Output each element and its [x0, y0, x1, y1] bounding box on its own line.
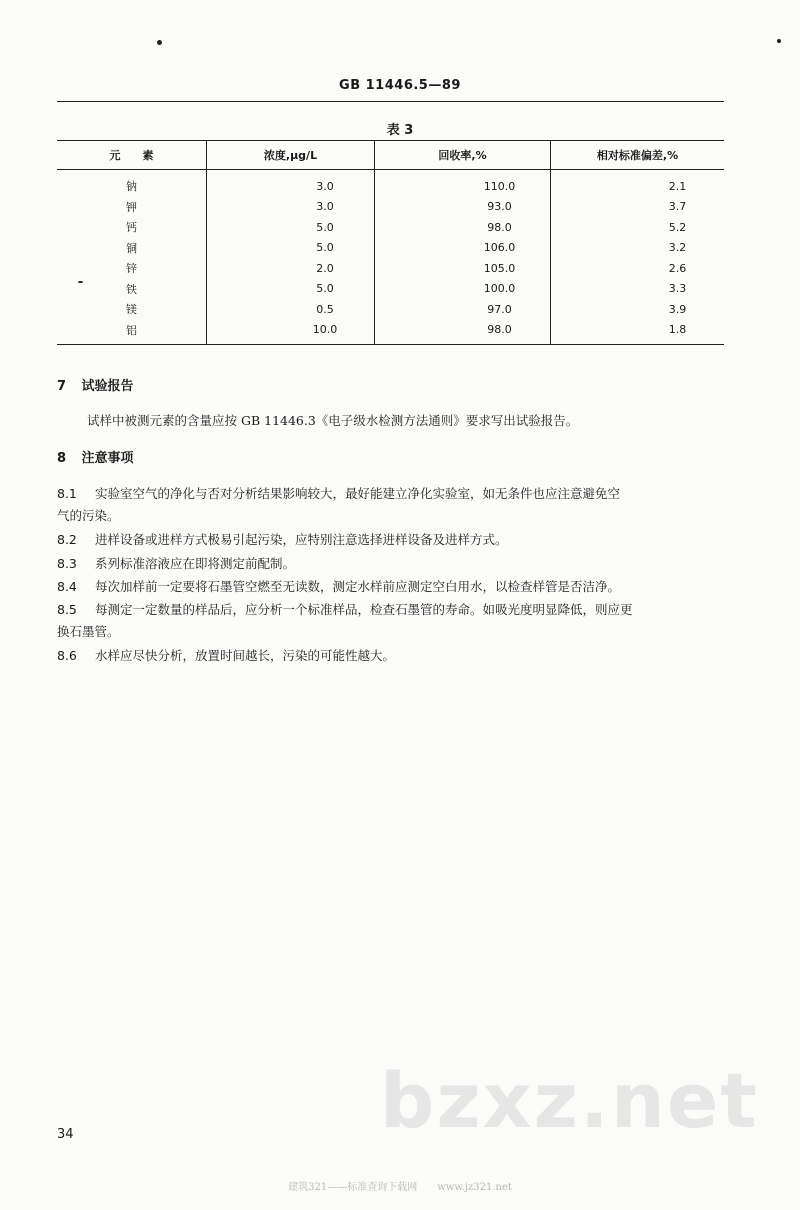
cell-rsd: 3.2 [551, 238, 725, 259]
cell-recovery: 98.0 [375, 320, 551, 345]
cell-concentration: 5.0 [207, 279, 375, 300]
document-code-header: GB 11446.5—89 [339, 78, 461, 93]
data-table [57, 140, 724, 345]
table-row [57, 320, 724, 345]
column-header-recovery: 回收率,% [375, 141, 551, 170]
clause-number: 8.3 [57, 556, 77, 571]
section-7-paragraph: 试样中被测元素的含量应按 GB 11446.3《电子级水检测方法通则》要求写出试验报告。 [87, 413, 579, 428]
clause-8-3 [57, 553, 725, 575]
footer-website-text: 建筑321——标准查询下载网 www.jz321.net [288, 1182, 512, 1193]
section-number: 7 [57, 379, 67, 394]
cell-element: 钙 [126, 221, 137, 235]
clause-8-6 [57, 645, 725, 667]
cell-rsd: 2.1 [551, 170, 725, 197]
section-title: 试验报告 [81, 379, 134, 394]
clause-text: 每次加样前一定要将石墨管空燃至无读数，测定水样前应测定空白用水，以检查样管是否洁净。 [95, 579, 621, 594]
watermark-logo: bzxz.net [380, 1056, 759, 1145]
cell-rsd: 3.3 [551, 279, 725, 300]
section-7-heading [57, 375, 134, 394]
table-row [57, 170, 724, 197]
section-number: 8 [57, 451, 67, 466]
clause-number: 8.4 [57, 579, 77, 594]
table-title: 表 3 [386, 123, 414, 138]
clause-8-4 [57, 576, 725, 598]
cell-rsd: 3.7 [551, 197, 725, 218]
clause-text: 水样应尽快分析，放置时间越长，污染的可能性越大。 [95, 648, 396, 663]
clause-text: 进样设备或进样方式极易引起污染，应特别注意选择进样设备及进样方式。 [95, 532, 508, 547]
cell-recovery: 93.0 [375, 197, 551, 218]
clause-text-continued: 气的污染。 [57, 508, 120, 523]
clause-text: 每测定一定数量的样品后，应分析一个标准样品，检查石墨管的寿命。如吸光度明显降低，则应更 [95, 602, 633, 617]
column-header-element: 元 素 [57, 141, 207, 170]
cell-concentration: 5.0 [207, 217, 375, 238]
cell-rsd: 3.9 [551, 299, 725, 320]
clause-8-2 [57, 529, 725, 551]
cell-element: 锌 [126, 262, 137, 276]
cell-rsd: 2.6 [551, 258, 725, 279]
cell-concentration: 3.0 [207, 170, 375, 197]
cell-element: 钾 [126, 200, 137, 214]
table-row [57, 299, 724, 320]
cell-element: 铝 [57, 320, 207, 345]
cell-recovery: 97.0 [375, 299, 551, 320]
cell-element: 铁 [126, 282, 137, 296]
scan-speck [157, 40, 162, 45]
clause-text: 系列标准溶液应在即将测定前配制。 [95, 556, 296, 571]
cell-concentration: 2.0 [207, 258, 375, 279]
cell-concentration: 5.0 [207, 238, 375, 259]
cell-recovery: 98.0 [375, 217, 551, 238]
cell-concentration: 3.0 [207, 197, 375, 218]
cell-concentration: 0.5 [207, 299, 375, 320]
cell-element: 铜 [126, 241, 137, 255]
cell-concentration: 10.0 [207, 320, 375, 345]
clause-text-continued: 换石墨管。 [57, 624, 120, 639]
column-header-rsd: 相对标准偏差,% [551, 141, 725, 170]
table-row [57, 217, 724, 238]
cell-recovery: 100.0 [375, 279, 551, 300]
cell-rsd: 1.8 [551, 320, 725, 345]
cell-recovery: 110.0 [375, 170, 551, 197]
page-number: 34 [57, 1127, 74, 1142]
scan-speck [777, 39, 781, 43]
cell-recovery: 106.0 [375, 238, 551, 259]
cell-recovery: 105.0 [375, 258, 551, 279]
table-header-row [57, 141, 724, 170]
clause-number: 8.1 [57, 486, 77, 501]
clause-8-5 [57, 599, 725, 643]
cell-element: 钠 [126, 180, 137, 194]
clause-number: 8.6 [57, 648, 77, 663]
table-row [57, 279, 724, 300]
column-header-concentration: 浓度,μg/L [207, 141, 375, 170]
cell-rsd: 5.2 [551, 217, 725, 238]
table-row [57, 197, 724, 218]
clause-number: 8.2 [57, 532, 77, 547]
clause-text: 实验室空气的净化与否对分析结果影响较大，最好能建立净化实验室，如无条件也应注意避免空 [95, 486, 621, 501]
clause-8-1 [57, 483, 725, 527]
cell-element: 镁 [126, 303, 137, 317]
clause-number: 8.5 [57, 602, 77, 617]
table-row [57, 238, 724, 259]
section-title: 注意事项 [81, 451, 134, 466]
header-rule [57, 101, 724, 102]
table-row [57, 258, 724, 279]
section-8-heading [57, 447, 134, 466]
